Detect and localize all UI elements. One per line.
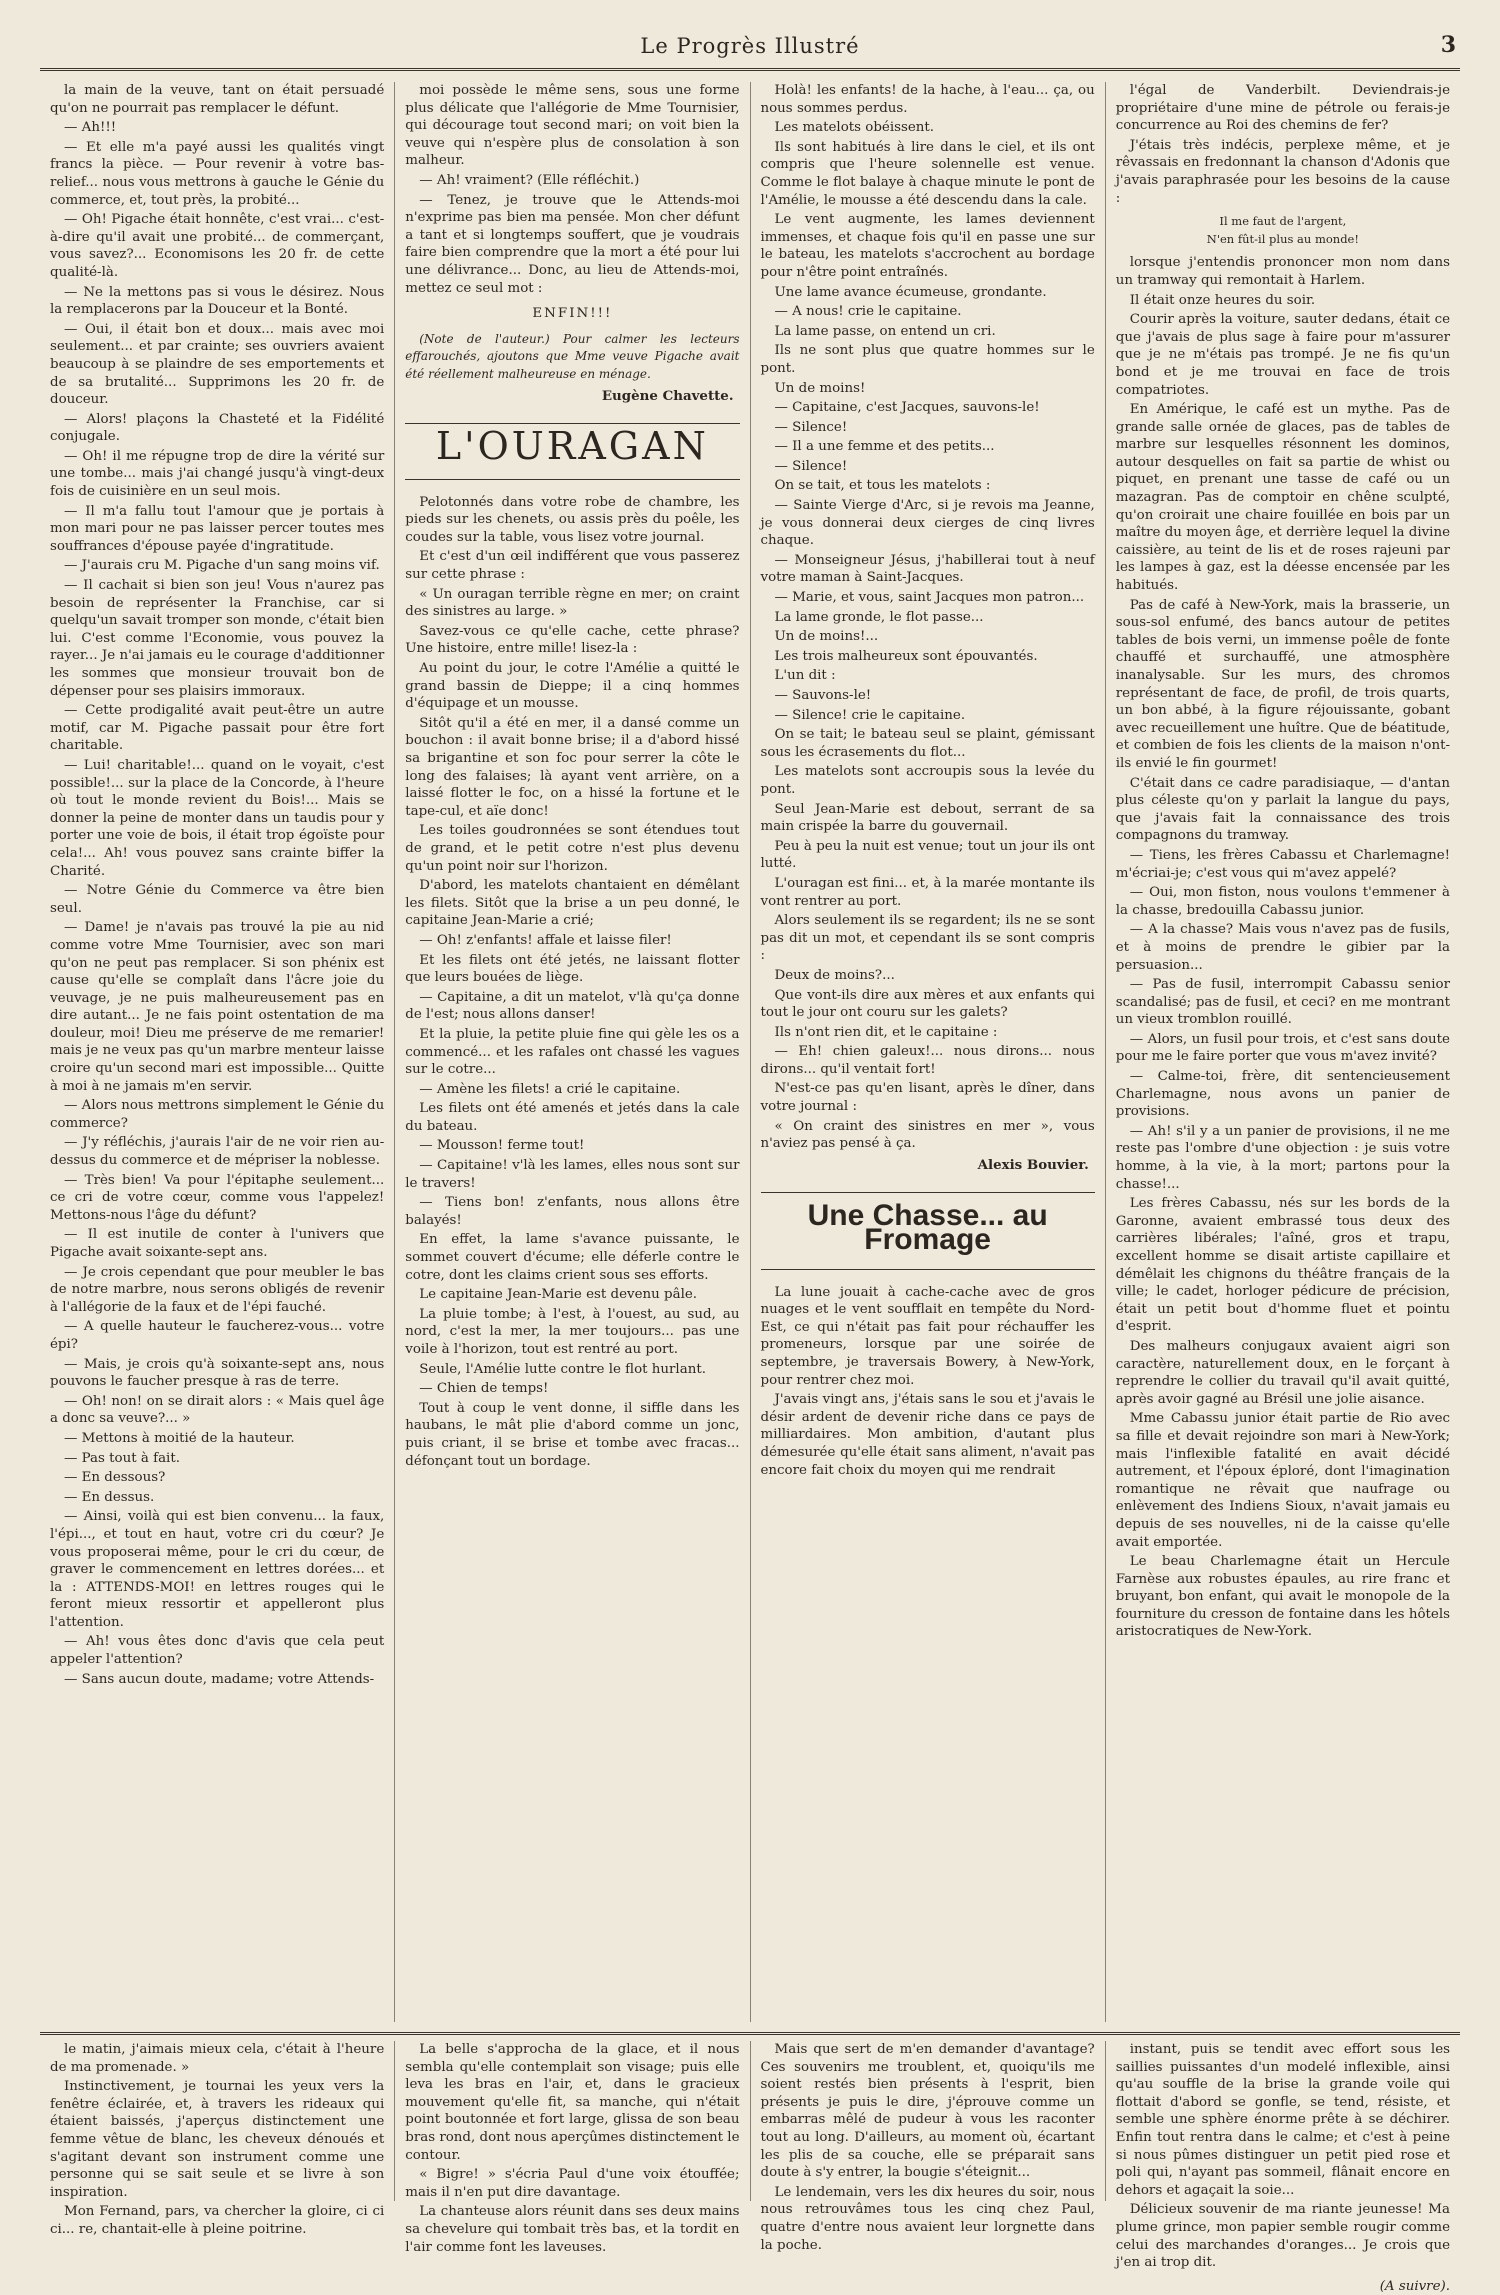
paragraph: Peu à peu la nuit est venue; tout un jour ils ont lutté.: [760, 838, 1095, 872]
paragraph: — Cette prodigalité avait peut-être un autre motif, car M. Pigache passait pour être fort charitable.: [50, 703, 385, 754]
paragraph: — Capitaine, a dit un matelot, v'là qu'ça donne de l'est; nous allons danser!: [405, 989, 740, 1023]
paragraph: — Tenez, je trouve que le Attends-moi n'exprime pas bien ma pensée. Mon cher défunt a tant et si longtemps souffert, que je voudrais faire bien comprendre que la mort a été pour lui une délivrance... Donc, au lieu de Attends-moi, mettez ce seul mot :: [405, 192, 740, 296]
paragraph: — Mousson! ferme tout!: [419, 1138, 585, 1154]
paragraph: Alors seulement ils se regardent; ils ne se sont pas dit un mot, et cependant ils se sont compris :: [760, 913, 1095, 964]
paragraph: En effet, la lame s'avance puissante, le sommet couvert d'écume; elle déferle contre le cotre, dont les claims crient sous ses efforts.: [405, 1232, 740, 1283]
paragraph: La lame passe, on entend un cri.: [774, 323, 996, 339]
column-4: [1106, 82, 1460, 2022]
paragraph: Et la pluie, la petite pluie fine qui gèle les os a commencé... et les rafales ont chassé les vagues sur le cotre...: [405, 1026, 740, 1078]
paragraph: Les filets ont été amenés et jetés dans la cale du bateau.: [405, 1101, 740, 1134]
paragraph: « On craint des sinistres en mer », vous n'aviez pas pensé à ça.: [760, 1118, 1095, 1152]
paragraph: On se tait; le bateau seul se plaint, gémissant sous les écrasements du flot...: [760, 727, 1095, 760]
paragraph: Seul Jean-Marie est debout, serrant de sa main crispée la barre du gouvernail.: [760, 801, 1095, 835]
paragraph: Un de moins!...: [774, 629, 879, 645]
paragraph: Délicieux souvenir de ma riante jeunesse! Ma plume grince, mon papier semble rougir comme celui des marchandes d'oranges... Je crois que j'en ai trop dit.: [1115, 2202, 1450, 2271]
paragraph: — Silence!: [774, 458, 848, 474]
paragraph: Il était onze heures du soir.: [1129, 292, 1316, 308]
article-chasse-continued: [1116, 82, 1450, 207]
paragraph: Le beau Charlemagne était un Hercule Farnèse aux robustes épaules, au rire franc et bruyant, bon enfant, qui avait le monopole de la fourniture du cresson de fontaine dans les hôtels aristocratiques de New-York.: [1115, 1554, 1450, 1640]
paragraph: — Ah! vous êtes donc d'avis que cela peut appeler l'attention?: [50, 1634, 385, 1668]
paragraph: Tout à coup le vent donne, il siffle dans les haubans, le mât plie d'abord comme un jonc, puis criant, il se brise et tombe avec fracas... défonçant tout un bordage.: [405, 1400, 740, 1469]
paragraph: Savez-vous ce qu'elle cache, cette phrase? Une histoire, entre mille! lisez-la :: [405, 623, 740, 657]
feuilleton-column-3: [751, 2041, 1106, 2253]
paragraph: moi possède le même sens, sous une forme plus délicate que l'allégorie de Mme Tournisier, qui décourage tout second mari; on voit bien la veuve qui n'espère plus de consolation à son malheur.: [405, 83, 740, 169]
paragraph: — Mais, je crois qu'à soixante-sept ans, nous pouvons le faucher presque à ras de terre.: [50, 1356, 385, 1390]
paragraph: Les trois malheureux sont épouvantés.: [774, 648, 1038, 664]
paragraph: Courir après la voiture, sauter dedans, était ce que j'avais de plus sage à faire pour m'assurer que je ne m'étais pas trompé. Je ne fis qu'un bond et je me trouvai en face de trois compatriotes.: [1115, 312, 1450, 398]
paragraph: Deux de moins?...: [774, 967, 895, 983]
to-be-continued: (A suivre).: [1379, 2278, 1450, 2294]
paragraph: Une lame avance écumeuse, grondante.: [774, 284, 1047, 300]
paragraph: — Tiens, les frères Cabassu et Charlemagne! m'écriai-je; c'est vous qui m'avez appelé?: [1115, 847, 1450, 881]
paragraph: — Il est inutile de conter à l'univers que Pigache avait soixante-sept ans.: [50, 1227, 385, 1260]
paragraph: « Bigre! » s'écria Paul d'une voix étouffée; mais il n'en put dire davantage.: [405, 2167, 740, 2200]
headline-chasse-text: Une Chasse... au Fromage: [807, 1199, 1048, 1257]
paragraph: — Oui, mon fiston, nous voulons t'emmener à la chasse, bredouilla Cabassu junior.: [1115, 885, 1450, 918]
paragraph: — Marie, et vous, saint Jacques mon patron...: [774, 590, 1085, 606]
paragraph: Ils sont habitués à lire dans le ciel, et ils ont compris que l'heure solennelle est venue. Comme le flot balaye à chaque minute le pont de l'Amélie, le mousse a été descendu dans la cale.: [760, 139, 1095, 208]
paragraph: — J'y réfléchis, j'aurais l'air de ne voir rien au-dessus du commerce et de mépriser la noblesse.: [50, 1135, 385, 1169]
paragraph: Et les filets ont été jetés, ne laissant flotter que leurs bouées de liège.: [405, 952, 740, 986]
paragraph: — Sainte Vierge d'Arc, si je revois ma Jeanne, je vous donnerai deux cierges de cinq livres chaque.: [760, 498, 1095, 549]
paragraph: — Très bien! Va pour l'épitaphe seulement... ce cri de votre cœur, comme vous l'appelez! Mettons-nous l'âge du défunt?: [50, 1172, 385, 1223]
page-number: 3: [1440, 32, 1456, 58]
headline-ouragan-text: L'OURAGAN: [435, 424, 709, 469]
paragraph: lorsque j'entendis prononcer mon nom dans un tramway qui remontait à Harlem.: [1115, 255, 1450, 288]
paragraph: — Pas tout à fait.: [64, 1450, 180, 1466]
paragraph: La lame gronde, le flot passe...: [774, 609, 984, 625]
author-note: (Note de l'auteur.) Pour calmer les lecteurs effarouchés, ajoutons que Mme veuve Pigache avait été réellement malheureuse en ménage.: [405, 331, 740, 381]
paragraph: Mais que sert de m'en demander d'avantage? Ces souvenirs me troublent, et, quoiqu'ils me soient restés bien présents à l'esprit, bien présents je puis le dire, j'éprouve comme un embarras mêlé de pudeur à vous les raconter tout au long. D'ailleurs, au moment où, écartant les plis de sa couche, elle se préparait sans doute à s'y entrer, la bougie s'éteignit...: [760, 2042, 1095, 2181]
paragraph: — Oh! non! on se dirait alors : « Mais quel âge a donc sa veuve?... »: [50, 1393, 385, 1427]
paragraph: Que vont-ils dire aux mères et aux enfants qui tout le jour ont couru sur les galets?: [760, 987, 1095, 1021]
paragraph: — Ainsi, voilà qui est bien convenu... la faux, l'épi..., et tout en haut, votre cri du cœur? Je vous proposerai même, pour le cri du cœur, de graver le commencement en lettres dorées... et la : ATTENDS-MOI! en lettres rouges qui le feront mieux ressortir et appelleront plus l'attention.: [50, 1509, 385, 1630]
story-ending: ENFIN!!!: [532, 306, 613, 322]
paragraph: — Lui! charitable!... quand on le voyait, c'est possible!... sur la place de la Concorde, à l'heure où tout le monde revient du Bois!... Mais se donner la peine de monter dans un taudis pour y porter une voie de bois, il était trop égoïste pour cela!... Ah! vous pouvez sans crainte biffer la Charité.: [50, 757, 385, 879]
paragraph: Holà! les enfants! de la hache, à l'eau... ça, ou nous sommes perdus.: [760, 83, 1095, 116]
paragraph: Le lendemain, vers les dix heures du soir, nous nous retrouvâmes tous les cinq chez Paul, quatre d'entre nous avaient leur lorgnette dans la poche.: [760, 2184, 1095, 2253]
paragraph: — J'aurais cru M. Pigache d'un sang moins vif.: [64, 558, 380, 574]
feuilleton-column-4-body: [1116, 2041, 1450, 2272]
paragraph: — Silence!: [774, 419, 848, 435]
paragraph: — Alors, un fusil pour trois, et c'est sans doute pour me le faire porter que vous m'avez invité?: [1115, 1031, 1450, 1065]
paragraph: — Dame! je n'avais pas trouvé la pie au nid comme votre Mme Tournisier, avec son mari qu'on ne peut pas remplacer. Si son phénix est cause qu'elle se complaît dans l'âcre joie du veuvage, je ne puis malheureusement pas en dire autant... Je ne fais point ostentation de ma douleur, moi! Dieu me préserve de me remarier! mais je ne veux pas qu'un marbre menteur laisse croire qu'un second mari est impossible... Quitte à moi à ne jamais m'en servir.: [50, 920, 385, 1094]
headline-ouragan: [405, 423, 739, 480]
paragraph: — En dessous?: [64, 1470, 166, 1486]
paragraph: La pluie tombe; à l'est, à l'ouest, au sud, au nord, c'est la mer, la mer toujours... pas une voile à l'horizon, tout est rentré au port.: [405, 1306, 740, 1357]
author-signature: Eugène Chavette.: [601, 387, 734, 404]
feuilleton-column-4: [1106, 2041, 1460, 2294]
paragraph: — Monseigneur Jésus, j'habillerai tout à neuf votre maman à Saint-Jacques.: [760, 552, 1095, 586]
paragraph: Le capitaine Jean-Marie est devenu pâle.: [419, 1287, 698, 1303]
paragraph: Seule, l'Amélie lutte contre le flot hurlant.: [419, 1361, 706, 1377]
paragraph: Sitôt qu'il a été en mer, il a dansé comme un bouchon : il avait bonne brise; il a d'abord hissé sa brigantine et son foc pour serrer la côte le long des falaises; là ayant vent arrière, on a laissé flotter le foc, on a hissé la fortune et le tape-cul, et aïe donc!: [405, 715, 740, 819]
paragraph: Instinctivement, je tournai les yeux vers la fenêtre éclairée, et, à travers les rideaux qui étaient baissés, j'aperçus distinctement une femme vêtue de blanc, les cheveux dénoués et s'agitant devant son instrument comme une personne qui se sait seule et se livre à son inspiration.: [50, 2079, 385, 2200]
masthead: [40, 28, 1460, 71]
column-2-story-end: [405, 82, 739, 297]
paragraph: — Amène les filets! a crié le capitaine.: [419, 1081, 681, 1097]
paragraph: — Alors! plaçons la Chasteté et la Fidélité conjugale.: [50, 411, 385, 445]
feuilleton-section: [40, 2032, 1460, 2294]
column-1: [40, 82, 395, 2022]
paragraph: — Ah!!!: [64, 120, 117, 136]
paragraph: D'abord, les matelots chantaient en démêlant les filets. Sitôt que la brise a un peu donné, le capitaine Jean-Marie a crié;: [405, 878, 740, 929]
feuilleton-column-1: [40, 2041, 395, 2237]
paragraph: L'ouragan est fini... et, à la marée montante ils vont rentrer au port.: [760, 875, 1095, 909]
article-ouragan: [405, 494, 739, 1470]
paragraph: — Il a une femme et des petits...: [774, 439, 995, 455]
paragraph: — Oh! z'enfants! affale et laisse filer!: [419, 932, 672, 948]
paragraph: — Oui, il était bon et doux... mais avec moi seulement... et par crainte; ses ouvriers avaient beaucoup à se plaindre de ses emportements et de sa brutalité... Supprimons les 20 fr. de douceur.: [50, 321, 385, 408]
paragraph: Un de moins!: [774, 380, 866, 396]
paragraph: Ils ne sont plus que quatre hommes sur le pont.: [760, 343, 1095, 376]
top-section: [40, 82, 1460, 2022]
paragraph: — Alors nous mettrons simplement le Génie du commerce?: [50, 1098, 385, 1131]
headline-chasse: [761, 1192, 1095, 1269]
paragraph: — Mettons à moitié de la hauteur.: [64, 1430, 295, 1446]
paragraph: Et c'est d'un œil indifférent que vous passerez sur cette phrase :: [405, 549, 740, 583]
paragraph: — Ah! s'il y a un panier de provisions, il ne me reste pas l'ombre d'une objection : je suis votre homme, à la vie, à la mort; partons pour la chasse!...: [1115, 1123, 1450, 1192]
article-chasse: [761, 1284, 1095, 1480]
paragraph: — Il cachait si bien son jeu! Vous n'aurez pas besoin de représenter la Franchise, car si quelqu'un savait tromper son monde, c'était bien lui. C'est comme l'Economie, vous pouvez la rayer... Je n'ai jamais eu le courage d'additionner les sommes que monsieur trouvait bon de dépenser pour ses plaisirs immoraux.: [50, 578, 385, 699]
paragraph: l'égal de Vanderbilt. Deviendrais-je propriétaire d'une mine de pétrole ou ferais-je concurrence au Roi des chemins de fer?: [1115, 83, 1450, 134]
paragraph: J'étais très indécis, perplexe même, et je rêvassais en fredonnant la chanson d'Adonis que j'avais paraphrasée pour les besoins de la cause :: [1115, 137, 1450, 206]
paragraph: Les toiles goudronnées se sont étendues tout de grand, et le petit cotre n'est plus devenu qu'un point noir sur l'horizon.: [405, 823, 740, 874]
paragraph: — Il m'a fallu tout l'amour que je portais à mon mari pour ne pas laisser percer toutes mes souffrances d'épouse payée d'ingratitude.: [50, 503, 385, 554]
newspaper-title: Le Progrès Illustré: [640, 34, 860, 58]
paragraph: — Tiens bon! z'enfants, nous allons être balayés!: [405, 1195, 740, 1228]
paragraph: L'un dit :: [774, 668, 836, 684]
author-signature-2: Alexis Bouvier.: [977, 1156, 1089, 1173]
paragraph: — A nous! crie le capitaine.: [774, 304, 962, 320]
paragraph: Mon Fernand, pars, va chercher la gloire, ci ci ci... re, chantait-elle à pleine poitrine.: [50, 2204, 385, 2237]
verse: [1116, 213, 1450, 248]
paragraph: le matin, j'aimais mieux cela, c'était à l'heure de ma promenade. »: [50, 2042, 385, 2075]
paragraph: — Et elle m'a payé aussi les qualités vingt francs la pièce. — Pour revenir à votre bas-relief... nous vous mettrons à gauche le Génie du commerce, et, tout près, la probité...: [50, 139, 385, 208]
paragraph: Le vent augmente, les lames deviennent immenses, et chaque fois qu'il en passe une sur le bateau, les matelots s'accrochent au bordage pour n'être point entraînés.: [760, 212, 1095, 280]
paragraph: — En dessus.: [64, 1489, 155, 1505]
paragraph: Des malheurs conjugaux avaient aigri son caractère, naturellement doux, en le forçant à reprendre le collier du travail qu'il avait quitté, après avoir gagné au Brésil une jolie aisance.: [1115, 1338, 1450, 1407]
paragraph: — Notre Génie du Commerce va être bien seul.: [50, 883, 385, 916]
article-ouragan-continued: [761, 82, 1095, 1153]
paragraph: — Calme-toi, frère, dit sentencieusement Charlemagne, nous avons un panier de provisions.: [1115, 1069, 1450, 1120]
paragraph: « Un ouragan terrible règne en mer; on craint des sinistres au large. »: [405, 586, 740, 620]
paragraph: Pas de café à New-York, mais la brasserie, un sous-sol enfumé, des bancs autour de petites tables de bois verni, un immense poêle de fonte chauffé et surchauffé, une atmosphère inanalysable. Sur les murs, des chromos représentant de face, de profil, de trois quarts, un bon abbé, à la figure réjouissante, gobant avec recueillement une huître. Que de béatitude, et combien de fois les clients de la maison n'ont-ils envié le fin gourmet!: [1115, 597, 1450, 771]
paragraph: Les matelots obéissent.: [774, 120, 935, 136]
paragraph: Pelotonnés dans votre robe de chambre, les pieds sur les chenets, ou assis près du poêle, les coudes sur la table, vous lisez votre journal.: [405, 494, 740, 545]
paragraph: Les frères Cabassu, nés sur les bords de la Garonne, avaient embrassé tous deux des carrières libérales; l'aîné, gros et trapu, excellent homme se disait artiste capillaire et démêlait les chignons du théâtre français de la ville; le cadet, horloger pédicure de précision, était un petit bout d'homme fluet et pointu d'esprit.: [1115, 1196, 1450, 1335]
article-chasse-body: [1116, 254, 1450, 1641]
paragraph: — Sauvons-le!: [774, 688, 872, 703]
paragraph: La lune jouait à cache-cache avec de gros nuages et le vent soufflait en tempête du Nord-Est, ce qui n'était pas fait pour réchauffer les promeneurs, lorsque par une soirée de septembre, je traversais Bowery, à New-York, pour rentrer chez moi.: [760, 1284, 1095, 1388]
paragraph: — Silence! crie le capitaine.: [774, 707, 966, 723]
paragraph: la main de la veuve, tant on était persuadé qu'on ne pourrait pas remplacer le défunt.: [50, 83, 385, 116]
paragraph: — Pas de fusil, interrompit Cabassu senior scandalisé; pas de fusil, et ceci? en me montrant un vieux tromblon rouillé.: [1115, 977, 1450, 1028]
paragraph: Ils n'ont rien dit, et le capitaine :: [774, 1024, 998, 1040]
paragraph: — Ah! vraiment? (Elle réfléchit.): [419, 172, 640, 188]
paragraph: — Oh! il me répugne trop de dire la vérité sur une tombe... mais j'ai changé jusqu'à vingt-deux fois de cuisinière en un seul mois.: [50, 448, 385, 500]
verse-line: Il me faut de l'argent,: [1219, 214, 1347, 229]
paragraph: — Sans aucun doute, madame; votre Attends-: [64, 1671, 375, 1687]
column-2: [395, 82, 750, 2022]
feuilleton-column-2: [395, 2041, 750, 2255]
paragraph: — Eh! chien galeux!... nous dirons... nous dirons... qu'il ventait fort!: [760, 1044, 1095, 1077]
paragraph: — Capitaine, c'est Jacques, sauvons-le!: [774, 400, 1040, 416]
paragraph: En Amérique, le café est un mythe. Pas de grande salle ornée de glaces, pas de tables de marbre sur lesquelles résonnent les dominos, autour desquelles on fait sa partie de whist ou piquet, en prenant une tasse de café ou un mazagran. Pas de comptoir en chêne sculpté, qu'on croirait une chaire fouillée en bois par un maître du moyen âge, et derrière lequel la divine caissière, au teint de lis et de roses rajeuni par les lampes à gaz, est la déesse encensée par les habitués.: [1115, 402, 1450, 594]
paragraph: instant, puis se tendit avec effort sous les saillies puissantes d'un modelé inflexible, ainsi qu'au souffle de la brise la grande voile qui flottait d'abord se gonfle, se tend, résiste, et semble une sphère énorme prête à se déchirer. Enfin tout rentra dans le calme; et c'est à peine si nous pûmes distinguer un petit pied rose et poli qui, n'ayant pas sommeil, flânait encore en dehors et agaçait la soie...: [1115, 2042, 1450, 2198]
paragraph: Les matelots sont accroupis sous la levée du pont.: [760, 764, 1095, 797]
paragraph: — Je crois cependant que pour meubler le bas de notre marbre, nous serons obligés de revenir à l'allégorie de la faux et de l'épi fauché.: [50, 1264, 385, 1315]
paragraph: Au point du jour, le cotre l'Amélie a quitté le grand bassin de Dieppe; il a cinq hommes d'équipage et un mousse.: [405, 661, 740, 712]
paragraph: J'avais vingt ans, j'étais sans le sou et j'avais le désir ardent de devenir riche dans ce pays de milliardaires. Mon ambition, d'autant plus démesurée qu'elle était sans aliment, n'avait pas encore fait choix du moyen qui me rendrait: [760, 1392, 1095, 1478]
paragraph: Mme Cabassu junior était partie de Rio avec sa fille et devait rejoindre son mari à New-York; mais l'inflexible fatalité en avait décidé autrement, et l'époux éploré, dont l'imagination romantique ne rêvait que naufrage ou enlèvement des Indiens Sioux, n'avait jamais eu depuis de ses nouvelles, ni de la caisse qu'elle avait emportée.: [1115, 1411, 1450, 1550]
paragraph: — Ne la mettons pas si vous le désirez. Nous la remplacerons par la Douceur et la Bonté.: [50, 284, 385, 318]
paragraph: — Oh! Pigache était honnête, c'est vrai... c'est-à-dire qu'il avait une probité... de commerçant, vous savez?... Economisons les 20 fr. de cette qualité-là.: [50, 212, 385, 280]
paragraph: On se tait, et tous les matelots :: [774, 478, 991, 494]
paragraph: — A la chasse? Mais vous n'avez pas de fusils, et à moins de prendre le gibier par la persuasion...: [1115, 922, 1450, 973]
paragraph: — Chien de temps!: [419, 1381, 549, 1397]
paragraph: — A quelle hauteur le faucherez-vous... votre épi?: [50, 1319, 385, 1352]
paragraph: C'était dans ce cadre paradisiaque, — d'antan plus céleste qu'on y parlait la langue du pays, que j'avais fait la connaissance des trois compagnons du tramway.: [1115, 775, 1450, 844]
column-3: [751, 82, 1106, 2022]
verse-line: N'en fût-il plus au monde!: [1206, 231, 1359, 246]
paragraph: La belle s'approcha de la glace, et il nous sembla qu'elle contemplait son visage; puis elle leva les bras en l'air, et, dans le gracieux mouvement qu'elle fit, sa manche, qui n'était point boutonnée et fort large, glissa de son beau bras rond, dont nous aperçûmes distinctement le contour.: [405, 2042, 740, 2163]
paragraph: — Capitaine! v'là les lames, elles nous sont sur le travers!: [405, 1158, 740, 1191]
paragraph: N'est-ce pas qu'en lisant, après le dîner, dans votre journal :: [760, 1081, 1095, 1115]
paragraph: La chanteuse alors réunit dans ses deux mains sa chevelure qui tombait très bas, et la tordit en l'air comme font les laveuses.: [405, 2204, 740, 2255]
